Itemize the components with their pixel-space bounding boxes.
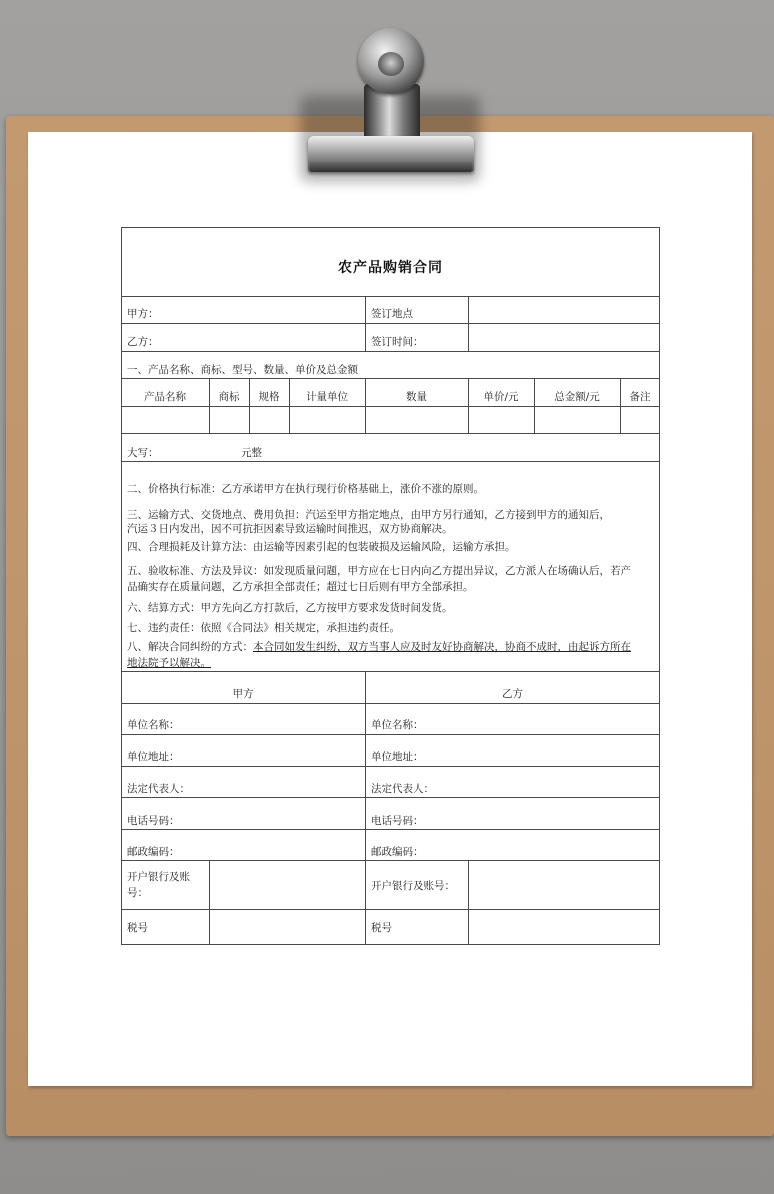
signing-place-label: 签订地点 [371,308,413,320]
section-1-heading: 一、产品名称、商标、型号、数量、单价及总金额 [127,364,358,376]
rule [121,461,660,462]
signing-time-label: 签订时间： [371,336,424,348]
rule [365,671,366,945]
clause-8-prefix: 八、解决合同纠纷的方式： [127,641,253,653]
rule [534,378,535,433]
rule [121,766,660,767]
a-postcode-label: 邮政编码： [127,846,180,858]
clause-5-line-2: 品确实存在质量问题，乙方承担全部责任；超过七日后则有甲方全部承担。 [127,581,474,593]
rule [209,860,210,945]
clause-4: 四、合理损耗及计算方法：由运输等因素引起的包装破损及运输风险，运输方承担。 [127,541,516,553]
clause-3-line-1: 三、运输方式、交货地点、费用负担：汽运至甲方指定地点，由甲方另行通知，乙方接到甲方的通知后， [127,509,610,521]
clause-6: 六、结算方式：甲方先向乙方打款后，乙方按甲方要求发货时间发货。 [127,602,453,614]
rule [468,378,469,433]
clause-7: 七、违约责任：依照《合同法》相关规定，承担违约责任。 [127,622,400,634]
border-bottom [121,944,660,945]
rule [121,378,660,379]
clause-5-line-1: 五、验收标准、方法及异议：如发现质量问题，甲方应在七日内向乙方提出异议，乙方派人在场确认后，若产 [127,565,631,577]
rule [468,296,469,351]
rule [121,351,660,352]
contract-form [121,227,660,945]
rule [121,296,660,297]
a-unit-address-label: 单位地址： [127,751,180,763]
rule [121,734,660,735]
a-tax-label: 税号 [127,922,148,934]
column-header-product-name: 产品名称 [144,391,186,403]
rule [209,378,210,433]
clause-8-line-2: 地法院予以解决。 [127,657,211,669]
rule [249,378,250,433]
column-header-total: 总金额/元 [554,391,600,403]
party-a-label: 甲方： [127,308,159,320]
rule [121,703,660,704]
clause-3-line-2: 汽运３日内发出，因不可抗拒因素导致运输时间推迟，双方协商解决。 [127,523,453,535]
rule [121,909,660,910]
amount-words-label: 大写： [127,447,159,459]
a-bank-label-line-1: 开户银行及账 [127,871,190,883]
a-phone-label: 电话号码： [127,815,180,827]
b-postcode-label: 邮政编码： [371,846,424,858]
binder-clip-hole [378,52,404,76]
column-header-remarks: 备注 [629,391,651,403]
border-right [659,227,660,945]
b-legal-rep-label: 法定代表人： [371,783,434,795]
column-header-spec: 规格 [258,391,280,403]
party-b-label: 乙方： [127,336,159,348]
clause-8-line-1 [127,640,631,654]
rule [121,797,660,798]
party-b-heading: 乙方 [502,688,523,700]
rule [121,323,660,324]
a-unit-name-label: 单位名称： [127,719,180,731]
amount-words-suffix: 元整 [241,447,262,459]
column-header-unit-price: 单价/元 [483,391,519,403]
rule [121,406,660,407]
rule [121,433,660,434]
b-unit-name-label: 单位名称： [371,719,424,731]
border-left [121,227,122,945]
rule [121,671,660,672]
column-header-quantity: 数量 [406,391,427,403]
contract-title: 农产品购销合同 [338,260,443,276]
a-bank-label-line-2: 号： [127,887,148,899]
rule [121,829,660,830]
rule [289,378,290,433]
rule [121,860,660,861]
b-phone-label: 电话号码： [371,815,424,827]
party-a-heading: 甲方 [232,688,254,700]
clause-8-underlined-1: 本合同如发生纠纷，双方当事人应及时友好协商解决，协商不成时，由起诉方所在 [253,641,631,653]
b-bank-label: 开户银行及账号： [371,880,455,892]
rule [468,860,469,945]
rule [620,378,621,433]
rule [365,296,366,351]
b-tax-label: 税号 [371,922,392,934]
b-unit-address-label: 单位地址： [371,751,424,763]
rule [365,378,366,433]
a-legal-rep-label: 法定代表人： [127,783,190,795]
border-top [121,227,660,228]
column-header-unit: 计量单位 [306,391,348,403]
binder-clip-edge [310,162,472,172]
column-header-brand: 商标 [218,391,240,403]
clause-2: 二、价格执行标准：乙方承诺甲方在执行现行价格基础上，涨价不涨的原则。 [127,483,484,495]
